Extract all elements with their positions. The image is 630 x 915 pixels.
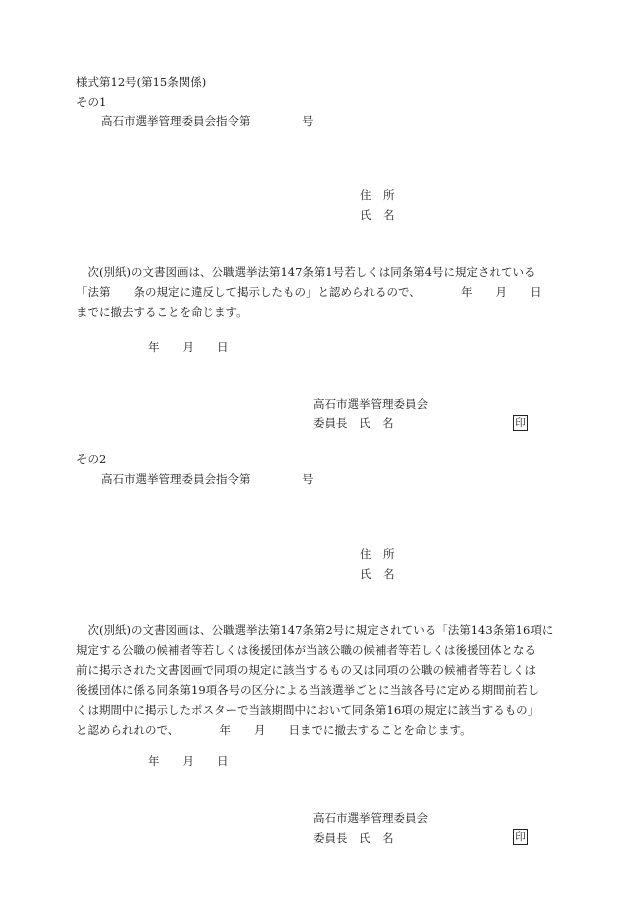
part2-heading: その2 <box>76 452 107 466</box>
part2-chair-label: 委員長 氏 名 <box>313 831 394 845</box>
part1-address-label: 住 所 <box>360 188 395 202</box>
part1-committee: 高石市選挙管理委員会 <box>313 397 428 411</box>
part2-body-line: と認められれので、 年 月 日までに撤去することを命じます。 <box>76 723 472 737</box>
part1-body-line: 「法第 条の規定に違反して掲示したもの」と認められるので、 年 月 日 <box>76 285 542 299</box>
part2-committee: 高石市選挙管理委員会 <box>313 811 428 825</box>
part2-order-suffix: 号 <box>302 472 314 486</box>
part2-body <box>76 620 554 740</box>
part1-chair-label: 委員長 氏 名 <box>313 416 394 430</box>
part1-date: 年 月 日 <box>148 340 229 354</box>
part1-order-suffix: 号 <box>302 114 314 128</box>
part2-body-line: 前に掲示された文書図画で同項の規定に該当するもの又は同項の公職の候補者等若しくは <box>76 663 536 677</box>
part1-body <box>76 262 554 322</box>
part2-name-label: 氏 名 <box>360 567 395 581</box>
part2-order-prefix: 高石市選挙管理委員会指令第 <box>101 472 251 486</box>
part1-body-line: 次(別紙)の文書図画は、公職選挙法第147条第1号若しくは同条第4号に規定されている <box>76 265 536 279</box>
part1-seal-mark: 印 <box>513 415 528 431</box>
part1-name-label: 氏 名 <box>360 208 395 222</box>
part2-seal-mark: 印 <box>513 829 528 845</box>
part2-body-line: 規定する公職の候補者等若しくは後援団体が当該公職の候補者等若しくは後援団体となる <box>76 643 536 657</box>
part2-body-line: 次(別紙)の文書図画は、公職選挙法第147条第2号に規定されている「法第143条第16項に <box>76 623 554 637</box>
part1-heading: その1 <box>76 95 107 109</box>
part2-address-label: 住 所 <box>360 547 395 561</box>
part2-body-line: くは期間中に掲示したポスターで当該期間中において同条第16項の規定に該当するもの」 <box>76 703 540 717</box>
form-title: 様式第12号(第15条関係) <box>76 75 207 89</box>
part1-body-line: までに撤去することを命じます。 <box>76 305 248 319</box>
part2-body-line: 後援団体に係る同条第19項各号の区分による当該選挙ごとに当該各号に定める期間前若し <box>76 683 540 697</box>
part2-date: 年 月 日 <box>148 754 229 768</box>
part1-order-prefix: 高石市選挙管理委員会指令第 <box>101 114 251 128</box>
